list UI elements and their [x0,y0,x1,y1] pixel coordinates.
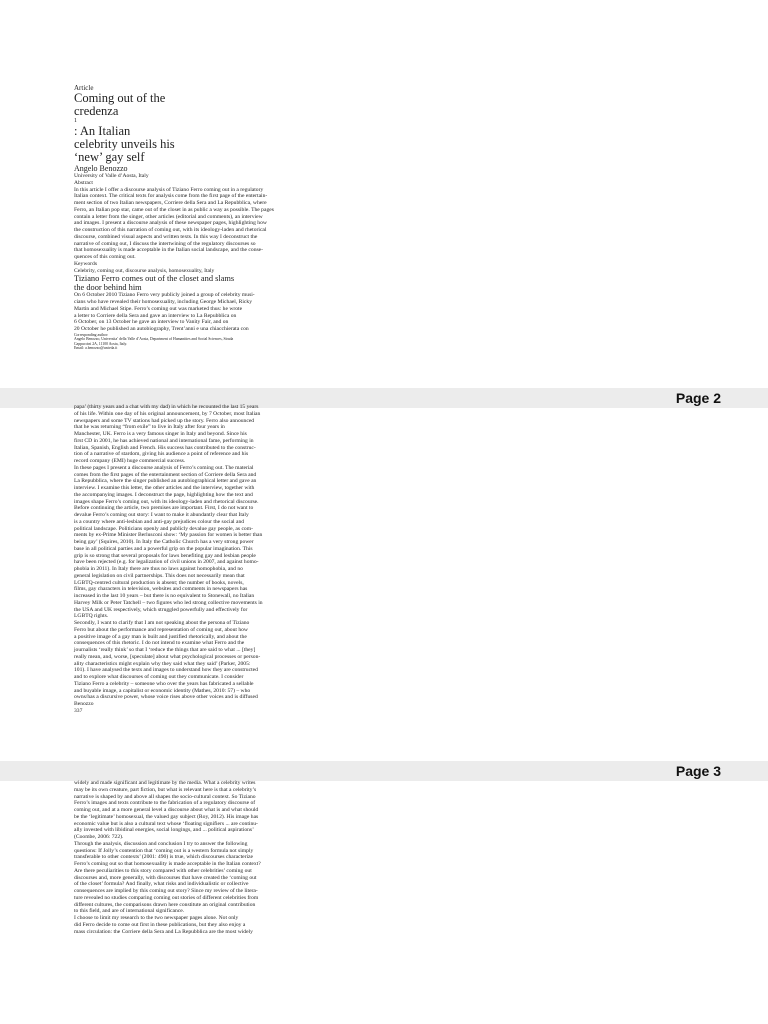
body-line: Are there peculiarities to this story compared with other celebrities’ coming out [74,867,252,874]
body-line: first CD in 2001, he has achieved national and international fame, performing in [74,437,254,444]
body-line: LGBTQ rights. [74,613,109,620]
body-line: interview. I examine this letter, the other articles and the interview, together with [74,485,255,491]
body-line: Secondly, I want to clarify that I am not speaking about the persona of Tiziano [74,620,250,626]
page-1 [74,84,296,351]
abstract-line: contain a letter from the singer, other articles (editorial and comments), an interview [74,213,263,220]
subtitle-line: : An Italian [74,124,131,138]
abstract-line: and images. I present a discourse analysis of these newspaper pages, highlighting how [74,220,267,227]
body-line: ture revealed no studies comparing coming out stories of different celebrities from [74,894,259,901]
body-line: being gay’ (Squires, 2010). In Italy the Catholic Church has a very strong power [74,539,254,545]
body-line: ality characteristics might explain why they said what they said’ (Parker, 2005: [74,660,251,667]
body-line: record company (EMI) huge commercial success. [74,458,186,464]
body-line: increased in the last 10 years – but there is no equivalent to Stonewall, no Italian [74,593,255,599]
body-text [74,404,296,715]
body-line: general legislation on civil partnerships. This does not necessarily mean that [74,572,245,579]
page-3-label: Page 3 [675,763,721,779]
body-line: that he was returning “from exile” to live in Italy after four years in [74,424,225,431]
body-line: really mean, and, worse, [speculate] about what psychological processes or person- [74,653,261,660]
body-line: Ferro’s coming out so that homosexuality is made acceptable in the Italian context? [74,861,261,867]
body-line: and buyable image, a capitalist or economic identity (Mathes, 2010: 57) – who [74,687,251,694]
body-line: different cultures, the comparisons drawn here constitute an original contribution [74,901,256,908]
body-line: images shape Ferro’s coming out, with its ideology-laden and rhetorical discourse. [74,498,259,505]
body-line: a positive image of a gay man is built and justified rhetorically, and about the [74,633,247,640]
body-line: narrative is shaped by and above all shapes the socio-cultural context. So Tiziano [74,793,256,800]
body-line: owns/has a discursive power, whose voice rises above other voices and is diffused [74,694,258,701]
body-line: (Coombe, 2006: 722). [74,834,124,840]
body-line: may be its own creature, part fiction, but what is relevant here is that a celebrity’s [74,786,257,793]
body-line: comes from the first pages of the entertainment section of Corriere della Sera and [74,471,257,478]
body-line: films, gay characters in television, websites and comments in newspapers has [74,586,248,593]
abstract-line: narrative of coming out, I discuss the intertwining of the regulatory discourses so [74,240,256,247]
body-line: the USA and UK respectively, which struggled powerfully and effectively for [74,606,248,613]
abstract-line: quences of this coming out. [74,254,136,260]
body-line: Through the analysis, discussion and conclusion I try to answer the following [74,840,248,847]
running-head: Benozzo [74,701,94,707]
body-line: 20 October he published an autobiography, Trent’anni e una chiacchierata con [74,326,249,332]
footnote-mark: 1 [74,118,77,124]
body-line: newspapers and some TV stations had picked up the story. Ferro also announced [74,417,255,424]
body-line: grip is so strong that several proposals for laws benefiting gay and lesbian people [74,552,256,559]
article-label: Article [74,84,94,92]
body-line: transferable to other contexts’ (2001: 490) is true, which discourses characterize [74,854,253,861]
corresponding-author [74,333,296,351]
corresponding-line: Email: a.benozzo@univda.it [74,346,118,351]
page-2-label: Page 2 [675,390,721,406]
body-line: cians who have revealed their homosexuality, including George Michael, Ricky [74,299,253,305]
body-line: a letter to Corriere della Sera and gave an interview to La Repubblica on [74,312,237,319]
title-line: credenza [74,104,119,118]
body-line: On 6 October 2010 Tiziano Ferro very publicly joined a group of celebrity musi- [74,292,255,299]
abstract-line: that homosexuality is made acceptable in the Italian social landscape, and the conse- [74,247,264,254]
body-line: La Repubblica, where the singer published an autobiographical letter and gave an [74,478,257,485]
page-3-header-bar [0,761,768,781]
body-line: Ferro but about the performance and representation of coming out, about how [74,626,248,633]
body-line: coming out, and at a more general level a discourse about what is and what should [74,807,259,813]
body-line: consequences are implied by this coming out story? Since my review of the litera- [74,888,258,894]
body-line: widely and made significant and legitimate by the media. What a celebrity writes [74,780,256,786]
page-3 [74,780,296,935]
body-line: political landscape. Politicians openly and publicly devalue gay people, as com- [74,525,253,532]
body-line: 101). I have analysed the texts and images to understand how they are constructed [74,667,258,674]
abstract-line: In this article I offer a discourse analysis of Tiziano Ferro coming out in a regulatory [74,186,264,193]
corresponding-line: Angelo Benozzo, Universita’ della Valle d’Aosta, Department of Humanities and Social Sciences, Strada [74,337,234,342]
body-line: mass circulation: the Corriere della Sera and La Repubblica are the most widely [74,928,253,935]
section-heading-line: Tiziano Ferro comes out of the closet and slams [74,274,235,284]
abstract-line: discourse, combined visual aspects and written texts. In this way I deconstruct the [74,233,258,240]
keywords-list: Celebrity, coming out, discourse analysis, homosexuality, Italy [74,267,215,274]
page-number: 337 [74,707,83,714]
body-line: consequences of this rhetoric. I do not intend to examine what Ferro and the [74,640,245,647]
keywords-heading: Keywords [74,260,97,267]
body-line: Ferro’s images and texts contribute to the fabrication of a regulatory discourse of [74,800,256,807]
body-line: papa’ (thirty years and a chat with my dad) in which he recounted the last 15 years [74,404,259,410]
body-line: tion of a narrative of stardom, giving his audience a point of reference and his [74,451,249,458]
body-line: and to explore what discourses of coming out they communicate. I consider [74,674,244,680]
section-heading [74,274,296,292]
body-line: devalue Ferro’s coming out story: I want to make it abundantly clear that Italy [74,512,249,518]
abstract-line: Ferro, an Italian pop star, came out of the closet in as public a way as possible. The pages [74,206,274,213]
article-subtitle [74,125,296,164]
body-line: is a country where anti-lesbian and anti-gay prejudices colour the social and [74,518,245,525]
body-line: Martin and Michael Stipe. Ferro’s coming out was marketed thus: he wrote [74,305,243,312]
subtitle-line: celebrity unveils his [74,137,175,151]
page-2 [74,404,296,715]
abstract-line: the construction of this narration of coming out, with its ideology-laden and rhetorical [74,227,267,233]
abstract-line: ment section of two Italian newspapers, Corriere della Sera and La Repubblica, where [74,200,267,206]
author-name: Angelo Benozzo [74,164,128,173]
body-line: of the closet’ formula? And finally, what risks and individualistic or collective [74,881,249,888]
body-line: phobia in 2011). In Italy there are thus no laws against homophobia, and no [74,566,243,572]
body-line: economic value but is also a cultural text whose ‘floating signifiers ... are continu- [74,820,258,827]
body-line: have been rejected (e.g. for legalization of civil unions in 2007, and against homo- [74,559,259,566]
body-line: did Ferro decide to come out first in these publications, but they also enjoy a [74,921,246,928]
body-line: ments by ex-Prime Minister Berlusconi show: ‘My passion for women is better than [74,532,263,539]
body-line: journalists ‘really think’ so that I ‘reduce the things that are said to what ... [they] [74,647,256,653]
abstract-heading: Abstract [74,179,93,186]
body-line: ally invested with libidinal energies, social longings, and ... political aspirations’ [74,827,254,834]
body-line: the accompanying images. I deconstruct the page, highlighting how the text and [74,491,253,498]
body-line: of his life. Within one day of his original announcement, by 7 October, most Italian [74,410,261,417]
corresponding-line: Cappuccini 2A, 11100 Aosta, Italy. [74,341,128,346]
body-line: 6 October, on 13 October he gave an interview to Vanity Fair, and on [74,319,229,326]
body-line: Manchester, UK. Ferro is a very famous singer in Italy and beyond. Since his [74,431,247,437]
body-line: I choose to limit my research to the two newspaper pages alone. Not only [74,915,239,921]
author-affiliation: University of Valle d’Aosta, Italy [74,173,149,179]
corresponding-heading: Corresponding author: [74,332,109,337]
body-line: Italian, Spanish, English and French. His success has contributed to the construc- [74,444,256,451]
body-line: questions: If Jolly’s contention that ‘coming out is a western formula not simply [74,847,254,854]
abstract-body [74,187,296,261]
body-line: Tiziano Ferro a celebrity – someone who over the years has fabricated a sellable [74,680,254,687]
body-text [74,292,296,333]
body-text [74,780,296,935]
body-line: Before continuing the article, two premises are important. First, I do not want to [74,505,254,512]
body-line: Harvey Milk or Peter Tatchell – two figures who led strong collective movements in [74,599,263,606]
article-title [74,92,296,118]
title-line: Coming out of the [74,91,166,105]
body-line: to this field, and are of international significance. [74,908,185,915]
subtitle-line: ‘new’ gay self [74,150,145,164]
body-line: discourses and, more generally, with discourses that have created the ‘coming out [74,874,257,881]
body-line: base in all political parties and a powerful grip on the popular imagination. This [74,545,253,552]
body-line: be the ‘legitimate’ homosexual, the valued gay subject (Roy, 2012). His image has [74,813,259,820]
body-line: LGBTQ-centred cultural production is absent; the number of books, novels, [74,579,244,586]
section-heading-line: the door behind him [74,283,142,293]
body-line: In these pages I present a discourse analysis of Ferro’s coming out. The material [74,464,254,471]
abstract-line: Italian context. The critical texts for analysis come from the first page of the entertain- [74,193,268,200]
